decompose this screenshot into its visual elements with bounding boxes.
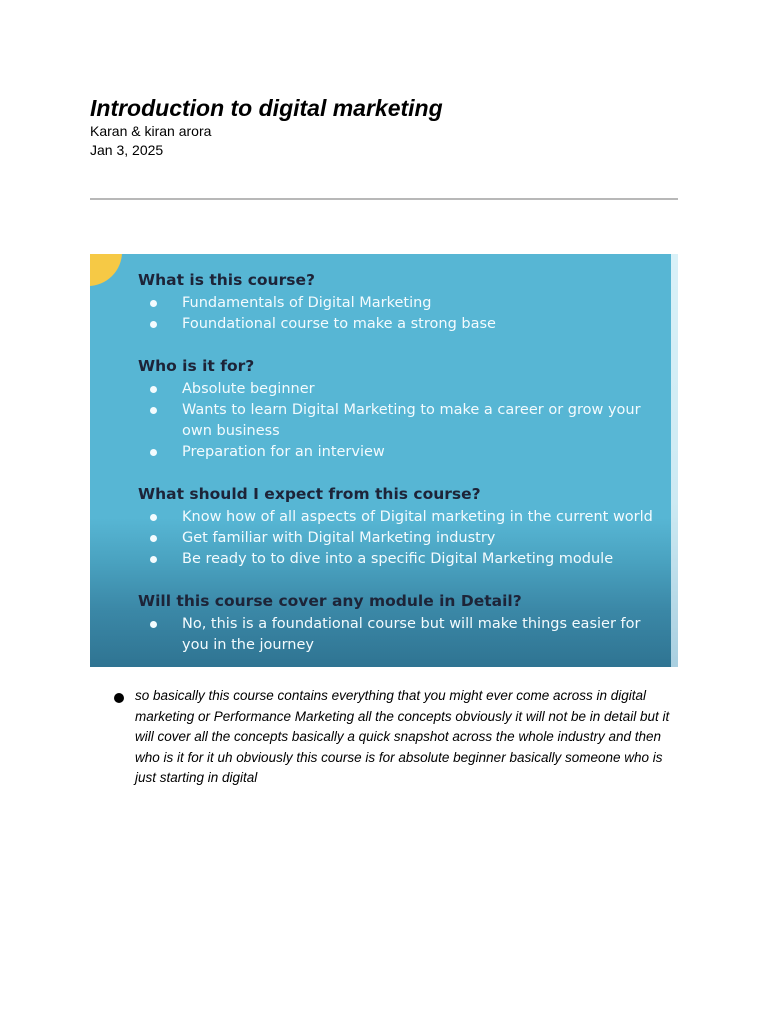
notes-list	[114, 686, 674, 789]
slide-bullet-text: Absolute beginner	[182, 381, 315, 397]
bullet-dot-icon	[150, 535, 157, 542]
slide-bullet-list	[138, 507, 663, 570]
document-date: Jan 3, 2025	[90, 142, 164, 158]
slide-section-heading: What should I expect from this course?	[138, 485, 481, 503]
slide-section-heading: Will this course cover any module in Detail?	[138, 592, 522, 610]
slide-bullet-item	[138, 314, 663, 335]
bullet-dot-icon	[150, 321, 157, 328]
slide-section	[138, 483, 663, 570]
slide-bullet-item	[138, 379, 663, 400]
slide-section	[138, 269, 663, 335]
slide-bullet-item	[138, 528, 663, 549]
slide-bullet-text: Know how of all aspects of Digital marketing in the current world	[182, 509, 653, 525]
slide-bullet-item	[138, 614, 663, 656]
slide-bullet-text: Wants to learn Digital Marketing to make a career or grow your own business	[182, 402, 641, 439]
slide-edge-strip	[671, 254, 678, 667]
bullet-dot-icon	[150, 621, 157, 628]
slide-image	[90, 254, 678, 667]
slide-bullet-item	[138, 400, 663, 442]
slide-section-heading: What is this course?	[138, 271, 315, 289]
slide-content	[138, 269, 663, 667]
slide-bullet-text: Fundamentals of Digital Marketing	[182, 295, 432, 311]
slide-bullet-item	[138, 442, 663, 463]
slide-section	[138, 355, 663, 463]
bullet-dot-icon	[150, 449, 157, 456]
slide-bullet-item	[138, 507, 663, 528]
slide-bullet-text: No, this is a foundational course but will make things easier for you in the journey	[182, 616, 641, 653]
slide-bullet-list	[138, 293, 663, 335]
notes-item-text: so basically this course contains everything that you might ever come across in digital marketing or Performance Marketing all the concepts obviously it will not be in detail but it will cover all the concepts basically a quick snapshot across the whole industry and then who is it for it uh obviously this course is for absolute beginner basically someone who is just starting in digital	[135, 688, 670, 785]
slide-bullet-list	[138, 379, 663, 463]
bullet-dot-icon	[150, 386, 157, 393]
bullet-dot-icon	[150, 514, 157, 521]
slide-corner-accent	[90, 254, 122, 286]
slide-bullet-text: Foundational course to make a strong base	[182, 316, 496, 332]
slide-bullet-text: Preparation for an interview	[182, 444, 385, 460]
notes-list-item	[114, 686, 674, 789]
slide-section	[138, 590, 663, 656]
slide-section-heading: Who is it for?	[138, 357, 255, 375]
bullet-dot-icon	[114, 693, 124, 703]
slide-bullet-text: Be ready to to dive into a specific Digital Marketing module	[182, 551, 614, 567]
slide-bullet-list	[138, 614, 663, 656]
slide-bullet-item	[138, 293, 663, 314]
bullet-dot-icon	[150, 300, 157, 307]
horizontal-divider	[90, 198, 678, 200]
bullet-dot-icon	[150, 556, 157, 563]
slide-bullet-item	[138, 549, 663, 570]
document-header	[90, 94, 680, 160]
document-title: Introduction to digital marketing	[90, 95, 443, 121]
slide-bullet-text: Get familiar with Digital Marketing industry	[182, 530, 496, 546]
bullet-dot-icon	[150, 407, 157, 414]
document-author: Karan & kiran arora	[90, 123, 212, 139]
